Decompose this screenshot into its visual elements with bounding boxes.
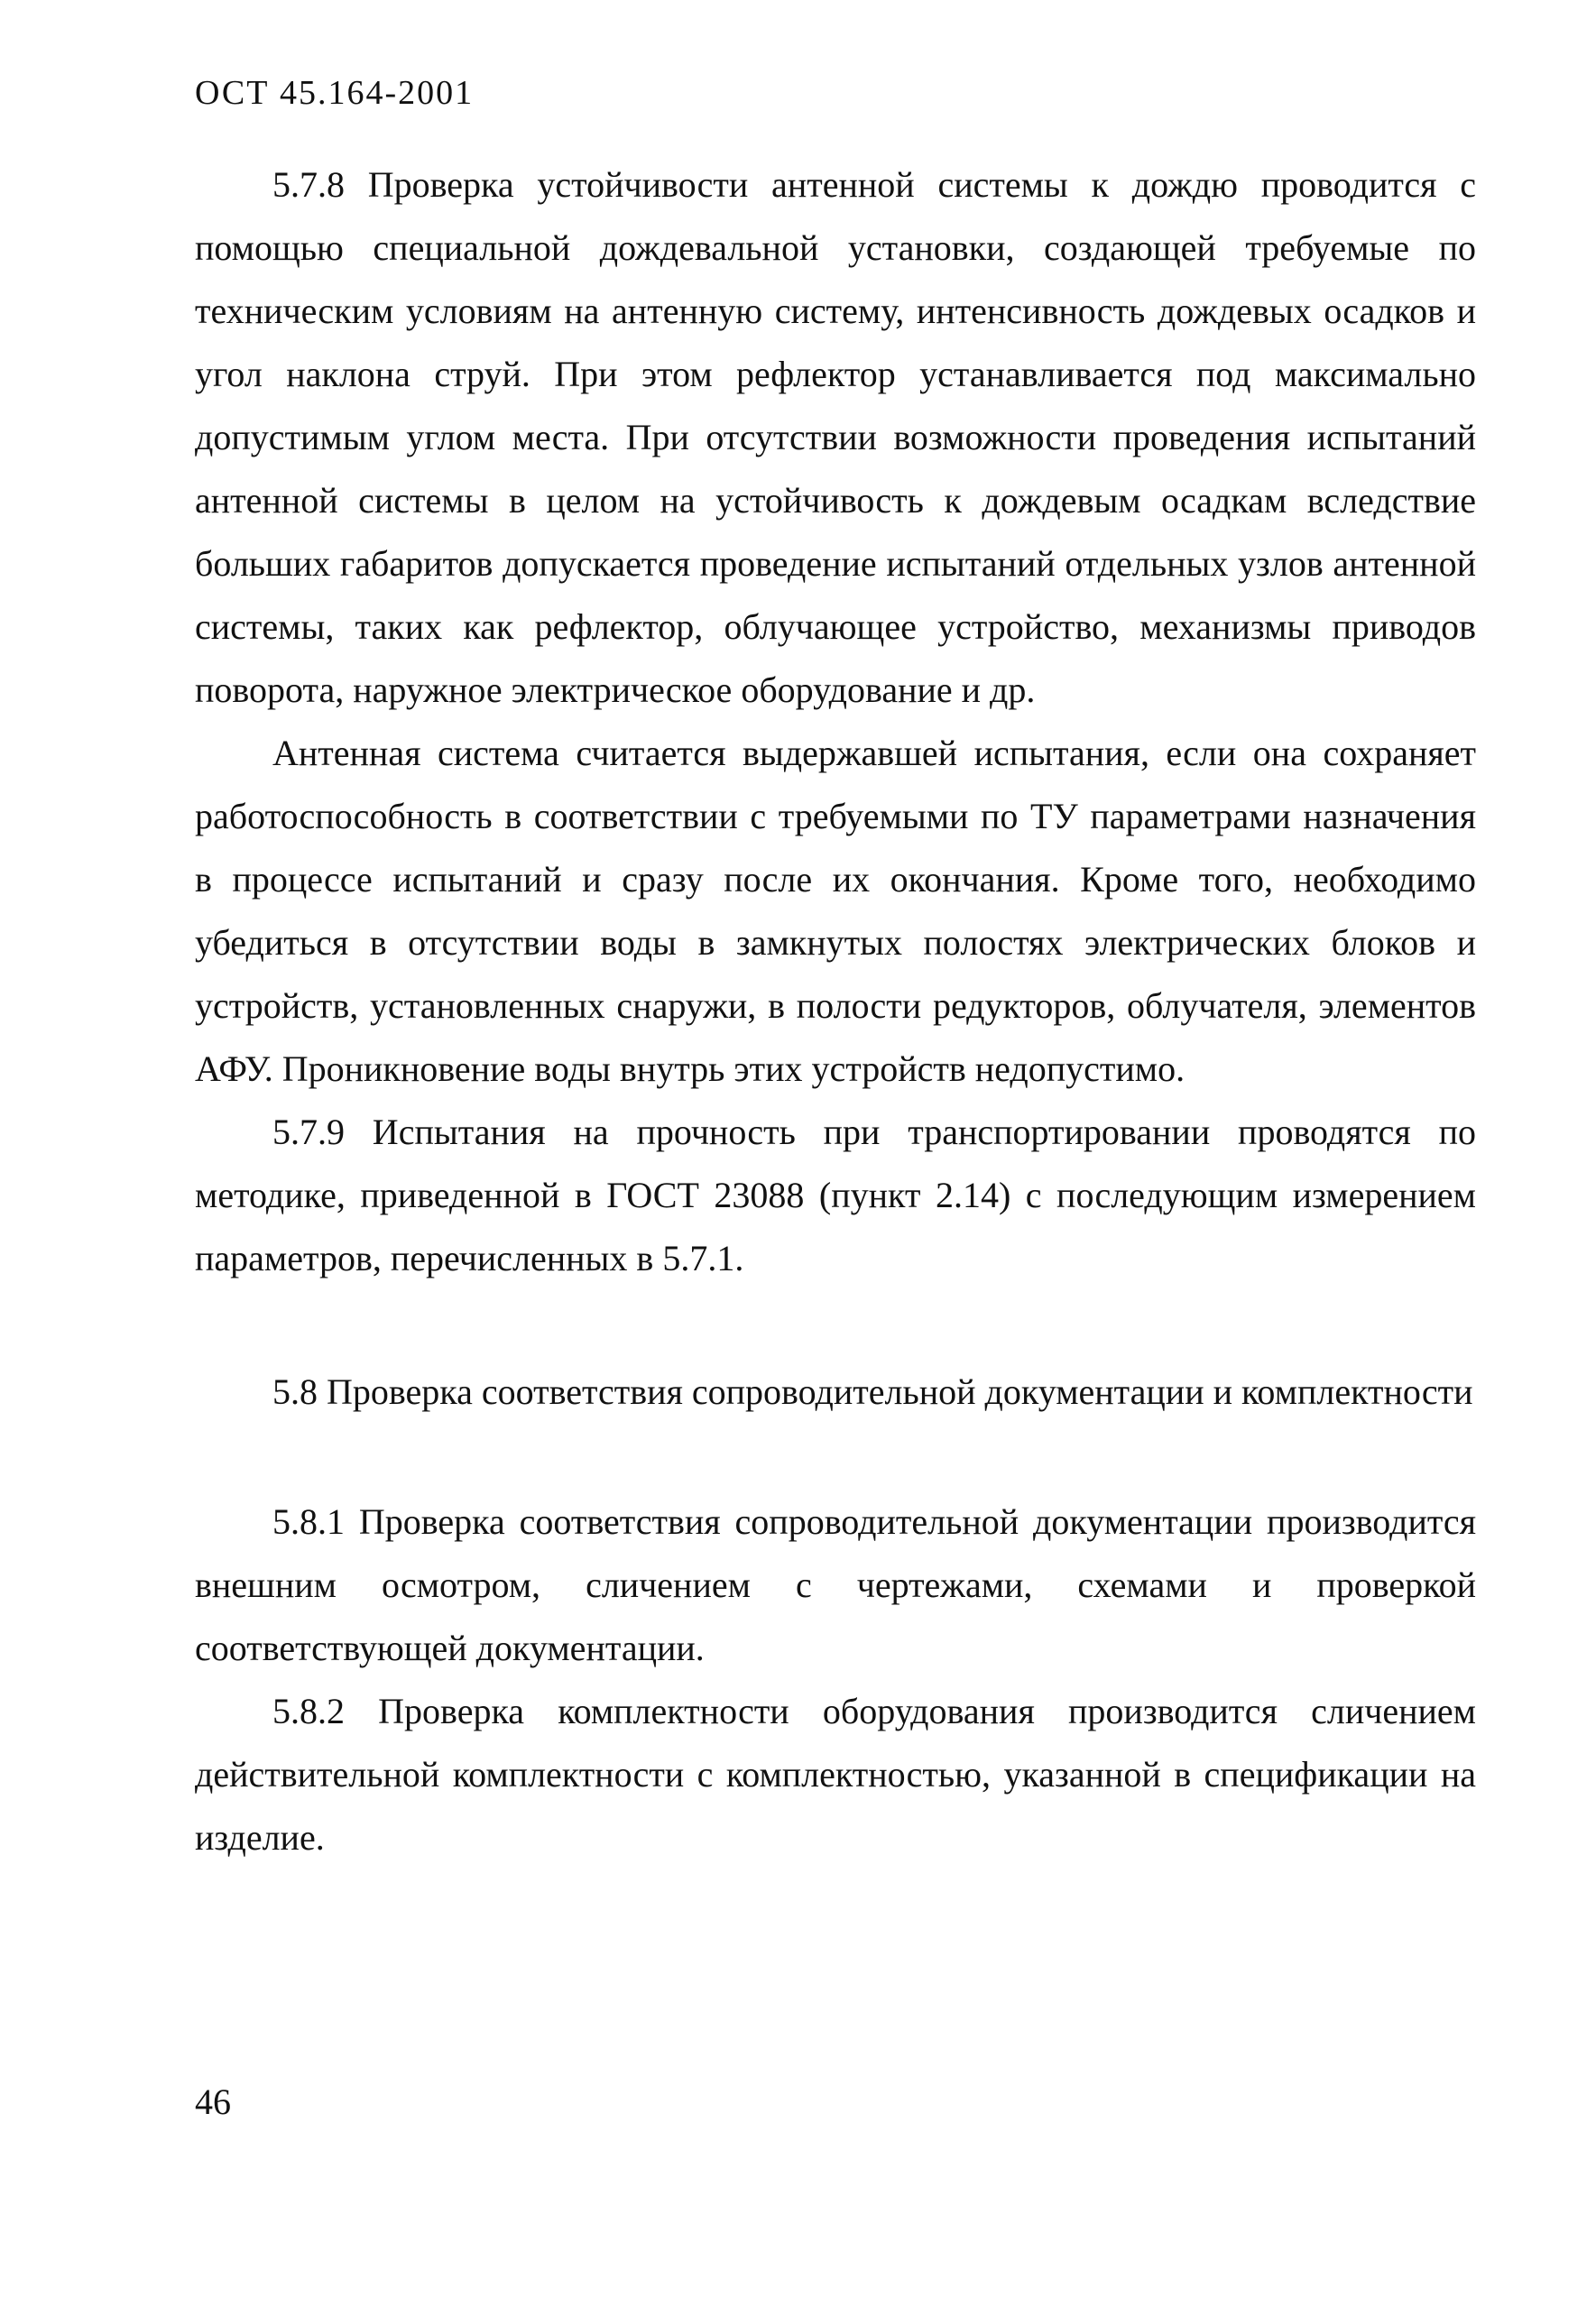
section-heading-5-8: 5.8 Проверка соответствия сопроводительной документации и комплектности: [272, 1371, 1473, 1412]
section-spacer: [195, 1424, 1476, 1490]
document-code-header: ОСТ 45.164-2001: [195, 74, 475, 112]
paragraph-5-7-8: 5.7.8 Проверка устойчивости антенной системы к дождю проводится с помощью специальной дождевальной установки, создающей требуемые по техническим условиям на антенную систему, интенсивность дождевых осадков и угол наклона струй. При этом рефлектор устанавливается под максимально допустимым углом места. При отсутствии возможности проведения испытаний антенной системы в целом на устойчивость к дождевым осадкам вследствие больших габаритов допускается проведение испытаний отдельных узлов антенной системы, таких как рефлектор, облучающее устройство, механизмы приводов поворота, наружное электрическое оборудование и др.: [195, 164, 1476, 710]
paragraph-5-8-2: 5.8.2 Проверка комплектности оборудования производится сличением действительной комплектности с комплектностью, указанной в спецификации на изделие.: [195, 1691, 1476, 1858]
paragraph-5-8-1: 5.8.1 Проверка соответствия сопроводительной документации производится внешним осмотром, сличением с чертежами, схемами и проверкой соответствующей документации.: [195, 1501, 1476, 1668]
paragraph-5-7-9: 5.7.9 Испытания на прочность при транспортировании проводятся по методике, приведенной в ГОСТ 23088 (пункт 2.14) с последующим измерением параметров, перечисленных в 5.7.1.: [195, 1112, 1476, 1278]
section-spacer: [195, 1290, 1476, 1361]
paragraph-5-7-8-continuation: Антенная система считается выдержавшей испытания, если она сохраняет работоспособность в соответствии с требуемыми по ТУ параметрами назначения в процессе испытаний и сразу после их окончания. Кроме того, необходимо убедиться в отсутствии воды в замкнутых полостях электрических блоков и устройств, установленных снаружи, в полости редукторов, облучателя, элементов АФУ. Проникновение воды внутрь этих устройств недопустимо.: [195, 733, 1476, 1089]
document-body: [195, 153, 1476, 1869]
page-number: 46: [195, 2081, 231, 2122]
